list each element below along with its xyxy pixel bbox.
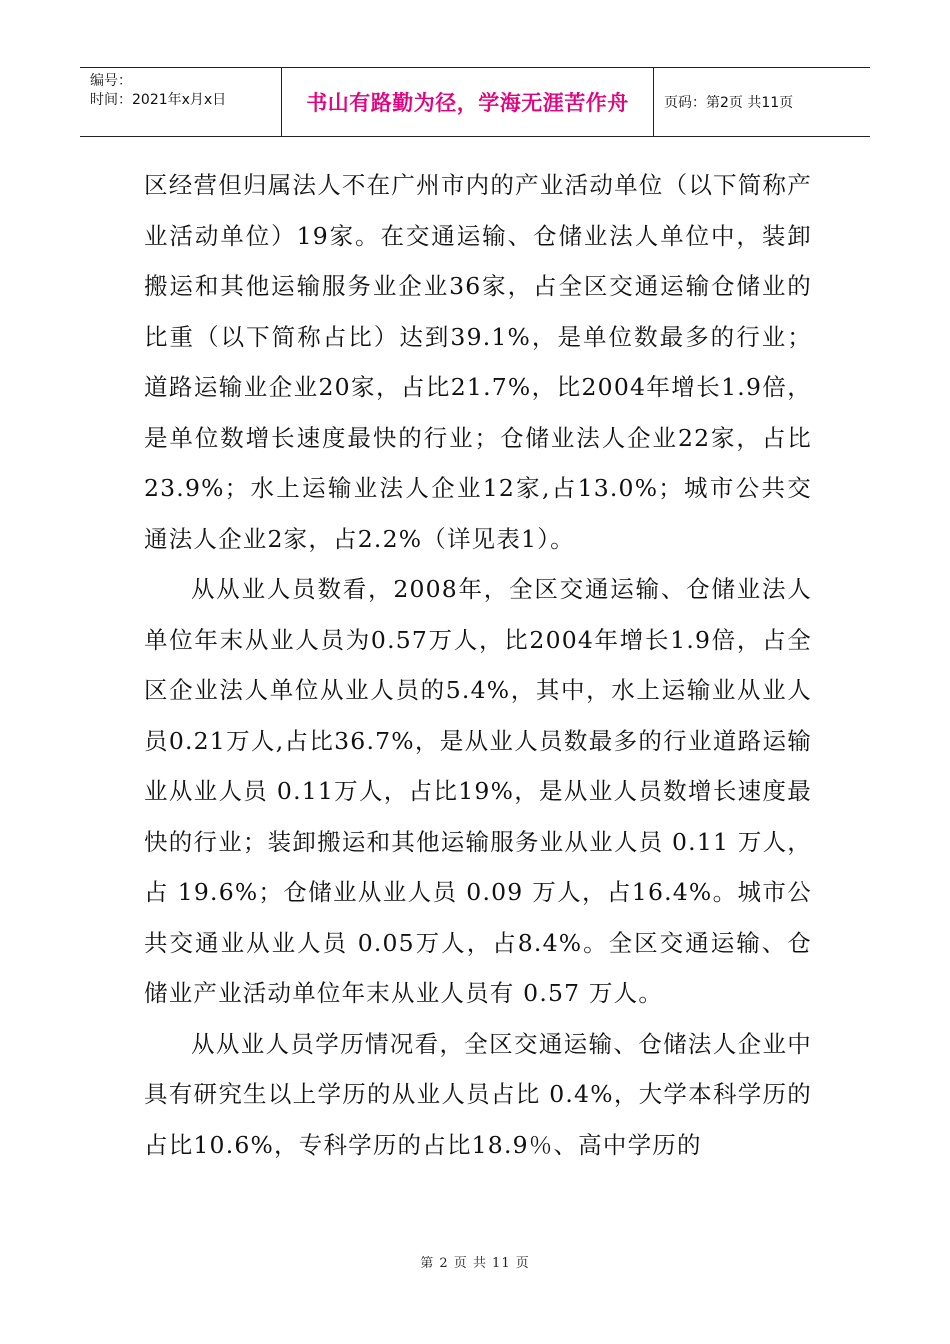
header-slogan: 书山有路勤为径，学海无涯苦作舟 [282,68,654,136]
page-header [80,67,870,137]
page-footer: 第 2 页 共 11 页 [420,1256,530,1271]
paragraph-1: 区经营但归属法人不在广州市内的产业活动单位（以下简称产业活动单位）19家。在交通运输、仓储业法人单位中，装卸搬运和其他运输服务业企业36家，占全区交通运输仓储业的比重（以下简称占比）达到39.1%，是单位数最多的行业；道路运输业企业20家，占比21.7%，比2004年增长1.9倍，是单位数增长速度最快的行业；仓储业法人企业22家，占比23.9%；水上运输业法人企业12家,占13.0%；城市公共交通法人企业2家，占2.2%（详见表1）。 [144,171,812,553]
paragraph-2: 从从业人员数看，2008年，全区交通运输、仓储业法人单位年末从业人员为0.57万人，比2004年增长1.9倍，占全区企业法人单位从业人员的5.4%，其中，水上运输业从业人员0.21万人,占比36.7%，是从业人员数最多的行业道路运输业从业人员 0.11万人，占比19%，是从业人员数增长速度最快的行业；装卸搬运和其他运输服务业从业人员 0.11 万人，占 19.6%；仓储业从业人员 0.09 万人，占16.4%。城市公共交通业从业人员 0.05万人，占8.4%。全区交通运输、仓储业产业活动单位年末从业人员有 0.57 万人。 [144,575,812,1007]
date-label: 时间：2021年x月x日 [90,92,227,108]
paragraph-3: 从从业人员学历情况看，全区交通运输、仓储法人企业中具有研究生以上学历的从业人员占比 0.4%，大学本科学历的占比10.6%，专科学历的占比18.9％、高中学历的 [144,1029,812,1159]
header-page-info: 页码：第2页 共11页 [664,95,794,111]
header-meta [80,68,282,136]
number-label: 编号： [90,73,132,89]
document-body [144,160,812,1170]
